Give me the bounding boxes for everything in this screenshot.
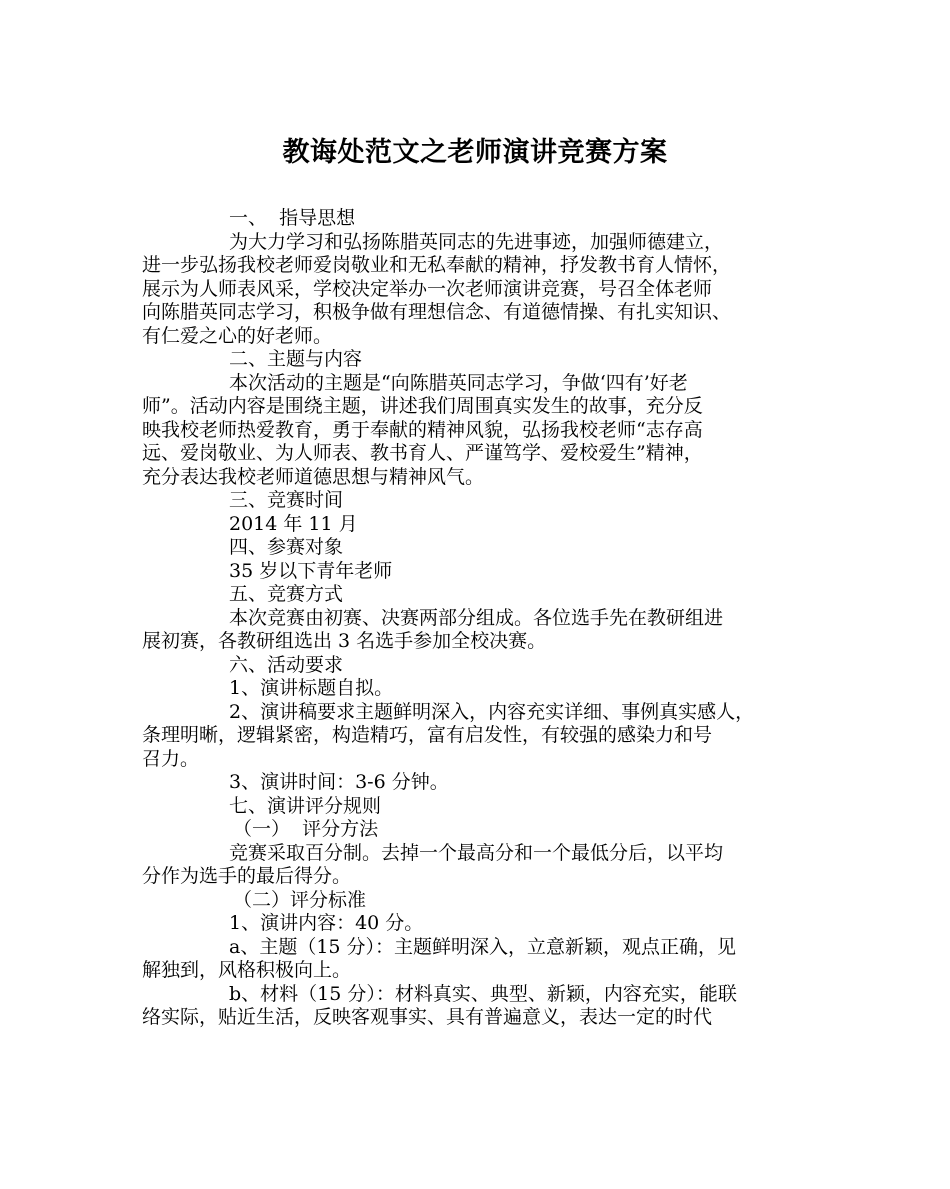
- paragraph-line: 分作为选手的最后得分。: [142, 865, 352, 887]
- heading-participants: 四、参赛对象: [229, 536, 344, 558]
- paragraph-line: 向陈腊英同志学习，积极争做有理想信念、有道德情操、有扎实知识、: [142, 301, 732, 323]
- list-item: a、主题（15 分）：主题鲜明深入，立意新颖，观点正确，见: [229, 935, 737, 958]
- list-item: 2、演讲稿要求主题鲜明深入，内容充实详细、事例真实感人，: [229, 700, 755, 723]
- paragraph-line: 师”。活动内容是围绕主题，讲述我们周围真实发生的故事，充分反: [142, 395, 703, 417]
- paragraph-line: 解独到，风格积极向上。: [142, 959, 352, 981]
- heading-competition-format: 五、竞赛方式: [229, 583, 344, 605]
- document-title: 教诲处范文之老师演讲竞赛方案: [282, 137, 668, 168]
- participants-text: 35 岁以下青年老师: [229, 559, 393, 582]
- paragraph-line: 竞赛采取百分制。去掉一个最高分和一个最低分后，以平均: [229, 841, 724, 864]
- paragraph-line: 条理明晰，逻辑紧密，构造精巧，富有启发性，有较强的感染力和号: [142, 724, 713, 746]
- heading-theme-content: 二、主题与内容: [229, 348, 363, 370]
- list-item: 3、演讲时间：3-6 分钟。: [229, 771, 449, 793]
- paragraph-line: 召力。: [142, 747, 200, 770]
- list-item: b、材料（15 分）：材料真实、典型、新颖，内容充实，能联: [229, 982, 737, 1005]
- subheading-scoring-method: （一） 评分方法: [233, 818, 379, 840]
- heading-guiding-ideology: 一、 指导思想: [229, 207, 356, 229]
- document-body: [142, 207, 822, 1030]
- paragraph-line: 展示为人师表风采，学校决定举办一次老师演讲竞赛，号召全体老师: [142, 277, 713, 300]
- paragraph-line: 络实际，贴近生活，反映客观事实、具有普遍意义，表达一定的时代: [142, 1006, 713, 1028]
- heading-requirements: 六、活动要求: [229, 653, 344, 676]
- paragraph-line: 有仁爱之心的好老师。: [142, 324, 333, 347]
- paragraph-line: 本次活动的主题是“向陈腊英同志学习，争做‘四有’好老: [229, 371, 688, 394]
- paragraph-line: 进一步弘扬我校老师爱岗敬业和无私奉献的精神，抒发教书育人情怀，: [142, 254, 732, 276]
- paragraph-line: 本次竞赛由初赛、决赛两部分组成。各位选手先在教研组进: [229, 606, 724, 629]
- heading-scoring-rules: 七、演讲评分规则: [229, 794, 382, 817]
- heading-competition-time: 三、竞赛时间: [229, 489, 344, 511]
- paragraph-line: 充分表达我校老师道德思想与精神风气。: [142, 465, 485, 488]
- list-item: 1、演讲标题自拟。: [229, 677, 394, 699]
- paragraph-line: 展初赛，各教研组选出 3 名选手参加全校决赛。: [142, 630, 547, 652]
- paragraph-line: 为大力学习和弘扬陈腊英同志的先进事迹，加强师德建立，: [229, 230, 724, 253]
- subheading-scoring-criteria: （二）评分标准: [233, 888, 367, 911]
- paragraph-line: 映我校老师热爱教育，勇于奉献的精神风貌，弘扬我校老师“志存高: [142, 418, 703, 441]
- competition-date: 2014 年 11 月: [229, 512, 358, 535]
- list-item: 1、演讲内容：40 分。: [229, 912, 424, 934]
- paragraph-line: 远、爱岗敬业、为人师表、教书育人、严谨笃学、爱校爱生”精神，: [142, 442, 703, 464]
